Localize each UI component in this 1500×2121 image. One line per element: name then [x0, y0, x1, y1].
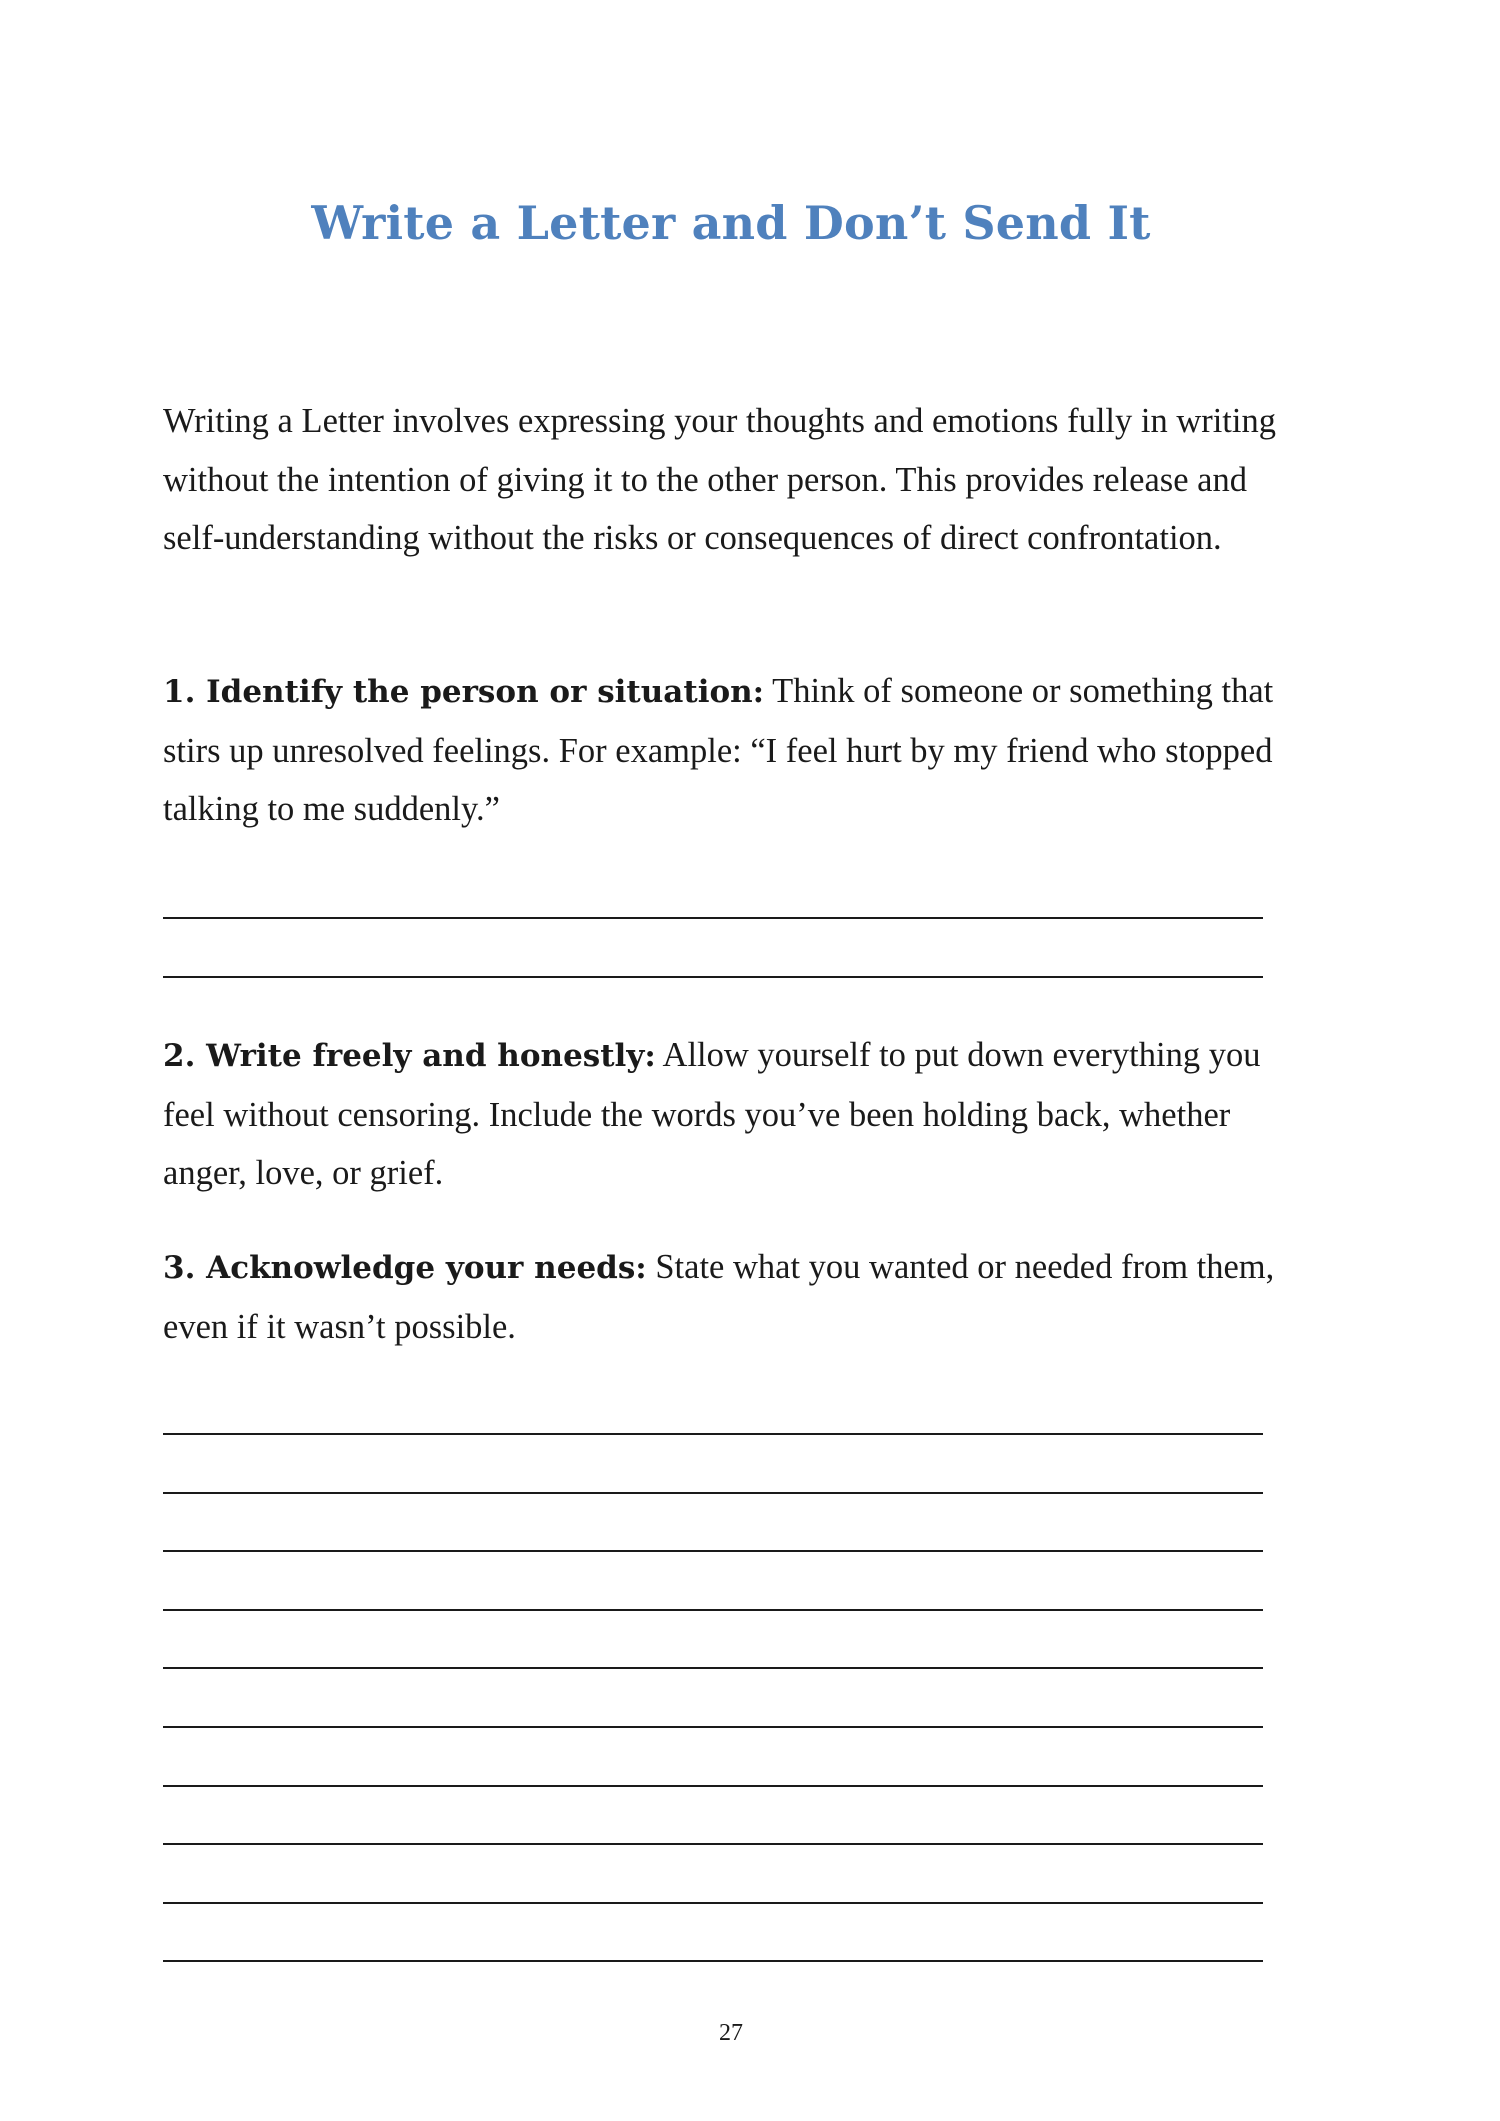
writing-line — [163, 1902, 1263, 1904]
step-1-paragraph — [163, 662, 1303, 839]
step-2-text: Allow yourself to put down everything you feel without censoring. Include the words you’ve been holding back, whether anger, love, or grief. — [163, 1036, 1261, 1193]
writing-line — [163, 1667, 1263, 1669]
step-3-paragraph — [163, 1238, 1303, 1356]
step-3-heading: 3. Acknowledge your needs: — [163, 1250, 647, 1286]
intro-block — [163, 392, 1303, 568]
writing-line — [163, 1492, 1263, 1494]
page-title: Write a Letter and Don’t Send It — [311, 196, 1151, 250]
writing-line — [163, 1550, 1263, 1552]
writing-line — [163, 1843, 1263, 1845]
step-1-heading: 1. Identify the person or situation: — [163, 674, 765, 710]
step-1-block — [163, 662, 1303, 839]
step-1-text: Think of someone or something that stirs up unresolved feelings. For example: “I feel hurt by my friend who stopped talking to me suddenly.” — [163, 672, 1274, 829]
writing-line — [163, 976, 1263, 978]
writing-line — [163, 1609, 1263, 1611]
step-2-block — [163, 1026, 1303, 1203]
step-2-heading: 2. Write freely and honestly: — [163, 1038, 656, 1074]
step-3-text: State what you wanted or needed from them, even if it wasn’t possible. — [163, 1248, 1275, 1346]
writing-line — [163, 1433, 1263, 1435]
writing-line — [163, 917, 1263, 919]
writing-line — [163, 1785, 1263, 1787]
intro-paragraph: Writing a Letter involves expressing your thoughts and emotions fully in writing without the intention of giving it to the other person. This provides release and self-understanding without the risks or consequences of direct confrontation. — [163, 402, 1276, 558]
step-3-block — [163, 1238, 1303, 1356]
step-2-paragraph — [163, 1026, 1303, 1203]
writing-line — [163, 1726, 1263, 1728]
writing-line — [163, 1960, 1263, 1962]
page-number: 27 — [719, 2020, 743, 2046]
